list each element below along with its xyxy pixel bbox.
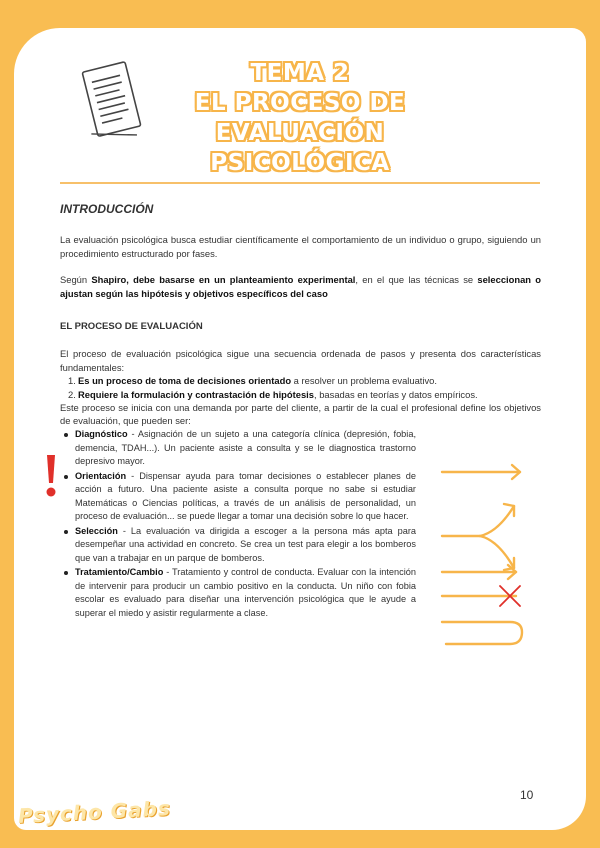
cross-icon — [442, 586, 520, 606]
list-item: Tratamiento/Cambio - Tratamiento y control de conducta. Evaluar con la intención de intervenir para producir un cambio positivo en la conducta. Un niño con fobia escolar es evaluado para diseñar una intervención psicológica que le ayude a superar el miedo y asistir regularmente a clase. — [60, 566, 416, 620]
shapiro-pre: Según — [60, 274, 92, 286]
process-after-paragraph: Este proceso se inicia con una demanda por parte del cliente, a partir de la cual el profesional define los objetivos de evaluación, que pueden ser: — [60, 402, 541, 427]
fork-arrow-icon — [442, 504, 514, 570]
list-item: 2. Requiere la formulación y contrastación de hipótesis, basadas en teorías y datos empíricos. — [68, 388, 478, 400]
u-turn-arrow-icon — [442, 622, 522, 644]
exclamation-icon — [44, 453, 58, 499]
process-paragraph: El proceso de evaluación psicológica sigue una secuencia ordenada de pasos y presenta dos características fundamentales: — [60, 348, 541, 373]
shapiro-bold-1: Shapiro, debe basarse en un planteamiento experimental — [91, 274, 356, 286]
objectives-list — [60, 428, 416, 621]
list-item: 1. Es un proceso de toma de decisiones orientado a resolver un problema evaluativo. — [68, 375, 437, 387]
list-item: Selección - La evaluación va dirigida a escoger a la persona más apta para desempeñar una actividad en concreto. Se crea un test para elegir a los bomberos que van a trabajar en un parque de bomberos. — [60, 525, 416, 566]
shapiro-mid: , en el que las técnicas se — [355, 274, 478, 286]
intro-heading: INTRODUCCIÓN — [60, 202, 154, 216]
shapiro-bold-2: seleccionan o ajustan según las hipótesis y objetivos específicos del caso — [60, 274, 541, 299]
objective-arrows — [438, 456, 528, 656]
divider — [60, 182, 540, 184]
shapiro-paragraph — [60, 273, 541, 300]
arrow-right-icon — [442, 465, 520, 479]
process-heading: EL PROCESO DE EVALUACIÓN — [60, 321, 203, 333]
list-item: Orientación - Dispensar ayuda para tomar decisiones o establecer planes de acción a futuro. Una paciente asiste a consulta porque no sabe si estudiar Matemáticas o Ciencias políticas, a través de un análisis de personalidad, un proceso de evaluación... se puede llegar a tomar una decisión sobre lo que hacer. — [60, 470, 416, 524]
characteristics-list — [60, 374, 541, 401]
arrow-right-icon — [442, 565, 516, 579]
brand-logo: Psycho Gabs — [17, 796, 172, 828]
page-number: 10 — [520, 788, 534, 802]
list-item: Diagnóstico - Asignación de un sujeto a una categoría clínica (depresión, fobia, demencia, TDAH...). Un paciente asiste a consulta y se le diagnostica trastorno depresivo mayor. — [60, 428, 416, 469]
title-line-3: PSICOLÓGICA — [210, 150, 390, 176]
page-title — [110, 58, 490, 178]
intro-paragraph: La evaluación psicológica busca estudiar científicamente el comportamiento de un individuo o grupo, siguiendo un procedimiento estructurado por fases. — [60, 234, 541, 259]
title-line-1: TEMA 2 — [250, 60, 350, 86]
main-content — [60, 200, 541, 428]
title-line-2: EL PROCESO DE EVALUACIÓN — [194, 90, 406, 146]
